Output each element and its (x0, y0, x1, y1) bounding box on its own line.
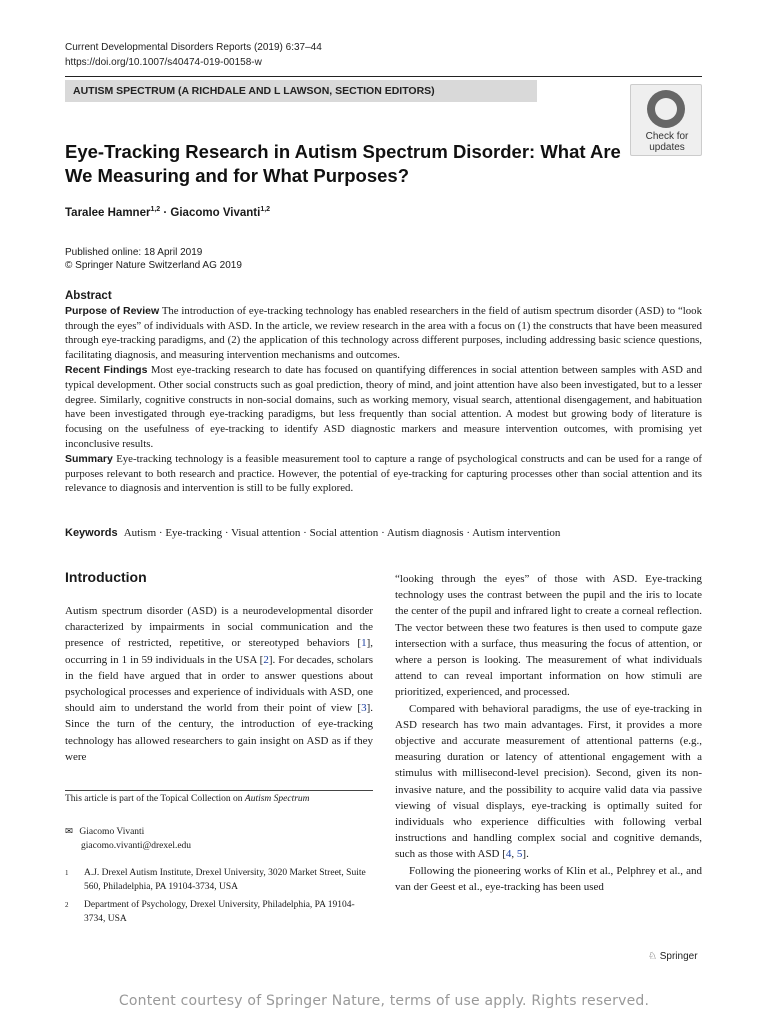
affiliation: 2 Department of Psychology, Drexel University, Philadelphia, PA 19104-3734, USA (65, 900, 355, 924)
check-badge-text: Check for updates (645, 131, 689, 153)
citation-link[interactable]: 3 (361, 702, 367, 715)
published-date: Published online: 18 April 2019 (65, 247, 203, 258)
header-rule (65, 76, 702, 77)
corresponding-author (65, 825, 191, 853)
citation-link[interactable]: 2 (263, 653, 269, 666)
findings-label: Recent Findings (65, 363, 148, 376)
intro-paragraph: Following the pioneering works of Klin et al., Pelphrey et al., and van der Geest et al., eye-tracking has been used (395, 864, 702, 893)
article-title: Eye-Tracking Research in Autism Spectrum Disorder: What Are We Measuring and for What Purposes? (65, 141, 621, 186)
abstract (65, 289, 702, 496)
section-banner: AUTISM SPECTRUM (A RICHDALE AND L LAWSON, SECTION EDITORS) (65, 80, 537, 102)
affiliation: 1 A.J. Drexel Autism Institute, Drexel University, 3020 Market Street, Suite 560, Philadelphia, PA 19104-3734, USA (65, 868, 366, 892)
section-heading-introduction: Introduction (65, 569, 147, 585)
keyword: Autism diagnosis (386, 527, 464, 539)
journal-line: Current Developmental Disorders Reports (2019) 6:37–44 (65, 42, 322, 53)
summary-label: Summary (65, 452, 113, 465)
abstract-purpose: Purpose of Review The introduction of eye-tracking technology has enabled researchers in the field of autism spectrum disorder (ASD) to “look through the eyes” of individuals with ASD. In the article, we review research in the area with a focus on (1) the constructs that have been measured through eye-tracking paradigms, and (2) the application of this technology across different purposes, including addressing basic science questions, facilitating diagnosis, and measuring intervention mechanisms and outcomes. (65, 304, 702, 362)
crossmark-icon (647, 90, 685, 128)
keyword: Eye-tracking (165, 527, 223, 539)
author-name[interactable]: Giacomo Vivanti (170, 206, 261, 219)
citation-link[interactable]: 1 (361, 637, 367, 650)
citation-link[interactable]: 4 (505, 848, 512, 861)
envelope-icon: ✉ (65, 827, 73, 837)
keyword: Autism intervention (472, 527, 561, 539)
footnote-rule (65, 790, 373, 791)
purpose-label: Purpose of Review (65, 304, 160, 317)
body-column-left (65, 603, 373, 765)
topical-collection-note: This article is part of the Topical Collection on Autism Spectrum (65, 794, 310, 804)
author-affiliation: 1,2 (260, 206, 271, 213)
intro-paragraph: Compared with behavioral paradigms, the use of eye-tracking in ASD research has two main advantages. First, it provides a more objective and accurate measurement of attentional patterns (e.g., measuring duration or latency of attentional engagement with a stimulus with millisecond-level precision). Second, given its non-invasive nature, and the possibility to acquire valid data via passive viewing of visual displays, eye-tracking is optimally suited for individuals who experience difficulties with following verbal instructions and handling complex social and cognitive demands, such as those with ASD [4, 5]. (395, 702, 702, 861)
contact-email[interactable]: giacomo.vivanti@drexel.edu (81, 841, 192, 851)
publication-info (65, 246, 242, 272)
keywords-label: Keywords (65, 527, 118, 539)
author-list: Taralee Hamner$^{1,2}$ · Giacomo Vivanti$^{1,2}$ (65, 206, 271, 219)
keyword: Visual attention (231, 527, 301, 539)
citation-link[interactable]: 5 (516, 848, 523, 861)
keyword: Social attention (309, 527, 379, 539)
courtesy-notice: Content courtesy of Springer Nature, terms of use apply. Rights reserved. (118, 993, 650, 1009)
intro-paragraph: Autism spectrum disorder (ASD) is a neurodevelopmental disorder characterized by impairments in social communication and the presence of restricted, repetitive, or stereotyped behaviors [1], occurring in 1 in 59 individuals in the USA [2]. For decades, scholars in the field have argued that in order to answer questions about psychological processes and experience of individuals with ASD, one should aim to understand the world from their point of view [3]. Since the turn of the century, the introduction of eye-tracking technology has allowed researchers to gain insight on ASD as if they were (65, 605, 373, 763)
body-column-right (395, 571, 702, 895)
copyright-line: © Springer Nature Switzerland AG 2019 (65, 260, 242, 271)
horse-icon: ♘ (648, 951, 657, 962)
doi-link[interactable]: https://doi.org/10.1007/s40474-019-00158-w (65, 57, 262, 68)
author-name[interactable]: Taralee Hamner (65, 206, 151, 219)
keywords: Keywords Autism · Eye-tracking · Visual attention · Social attention · Autism diagnosis · Autism intervention (65, 527, 561, 539)
contact-name: Giacomo Vivanti (79, 827, 145, 837)
abstract-heading: Abstract (65, 290, 112, 302)
keyword: Autism (123, 527, 157, 539)
author-affiliation: 1,2 (150, 206, 161, 213)
intro-paragraph-continued: “looking through the eyes” of those with ASD. Eye-tracking technology uses the contrast between the pupil and the iris to locate the center of the pupil and infrared light to create a corneal reflection. The vector between these two features is then used to compute gaze intersection with a surface, thus measuring the focus of attention, or where a person is looking. The measurement of what individuals attend to can reveal important information on how stimuli are prioritized, experienced, and processed. (395, 573, 702, 699)
abstract-summary: Summary Eye-tracking technology is a feasible measurement tool to capture a range of psychological constructs and can be used for a range of purposes relevant to both research and practice. However, the potential of eye-tracking for capturing processes other than social attention and its relevance to diagnosis and intervention is still to be fully explored. (65, 452, 703, 495)
springer-logo: ♘ Springer (648, 951, 698, 962)
check-for-updates-badge[interactable] (630, 84, 702, 156)
abstract-findings: Recent Findings Most eye-tracking research to date has focused on quantifying differences in social attention between samples with ASD and typical development. Other social constructs such as goal prediction, theory of mind, and joint attention have also been investigated, but to a lesser degree. Similarly, cognitive constructs in non-social domains, such as working memory, visual search, attentional disengagement, and habituation have been investigated through eye-tracking paradigms, but less frequently than social attention. A modest but growing body of literature is focusing on the usefulness of eye-tracking to identify ASD diagnostic markers and measure intervention outcomes, with promising yet inconclusive results. (65, 363, 702, 450)
journal-citation (65, 40, 322, 70)
